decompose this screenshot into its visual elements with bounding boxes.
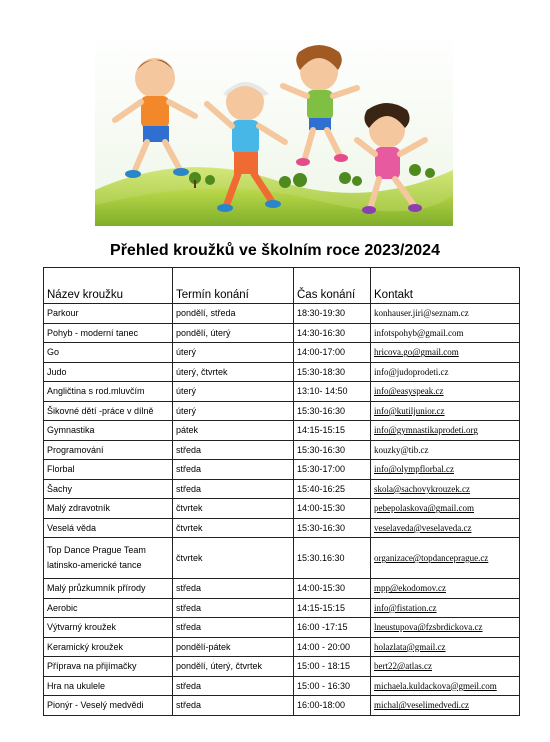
club-contact-cell[interactable]: pebepolaskova@gmail.com bbox=[371, 499, 520, 519]
club-time-cell: 16:00-18:00 bbox=[294, 696, 371, 716]
club-name-cell: Pohyb - moderní tanec bbox=[44, 323, 173, 343]
club-time-cell: 14:15-15:15 bbox=[294, 421, 371, 441]
club-name-cell: Hra na ukulele bbox=[44, 676, 173, 696]
club-time-cell: 18:30-19:30 bbox=[294, 304, 371, 324]
club-day-cell: čtvrtek bbox=[173, 499, 294, 519]
table-row bbox=[44, 323, 520, 343]
table-row bbox=[44, 421, 520, 441]
club-day-cell: čtvrtek bbox=[173, 518, 294, 538]
club-day-cell: pondělí, úterý bbox=[173, 323, 294, 343]
header-time: Čas konání bbox=[294, 268, 371, 304]
club-contact-cell[interactable]: bert22@atlas.cz bbox=[371, 657, 520, 677]
table-row bbox=[44, 382, 520, 402]
header-contact: Kontakt bbox=[371, 268, 520, 304]
club-contact-cell[interactable]: info@kutiljunior.cz bbox=[371, 401, 520, 421]
club-time-cell: 13:10- 14:50 bbox=[294, 382, 371, 402]
club-contact-cell[interactable]: holazlata@gmail.cz bbox=[371, 637, 520, 657]
club-time-cell: 15:30-17:00 bbox=[294, 460, 371, 480]
table-row bbox=[44, 696, 520, 716]
club-day-cell: pondělí, středa bbox=[173, 304, 294, 324]
club-day-cell: středa bbox=[173, 479, 294, 499]
club-day-cell: středa bbox=[173, 676, 294, 696]
table-row bbox=[44, 518, 520, 538]
club-name-cell: Příprava na přijímačky bbox=[44, 657, 173, 677]
club-day-cell: pondělí-pátek bbox=[173, 637, 294, 657]
club-name-cell: Keramický kroužek bbox=[44, 637, 173, 657]
table-row bbox=[44, 676, 520, 696]
club-day-cell: pondělí, úterý, čtvrtek bbox=[173, 657, 294, 677]
club-day-cell: středa bbox=[173, 696, 294, 716]
club-contact-cell: info@judoprodeti.cz bbox=[371, 362, 520, 382]
table-row bbox=[44, 657, 520, 677]
club-time-cell: 15:30-16:30 bbox=[294, 440, 371, 460]
club-name-cell: Florbal bbox=[44, 460, 173, 480]
club-contact-cell[interactable]: veselaveda@veselaveda.cz bbox=[371, 518, 520, 538]
club-name-cell: Angličtina s rod.mluvčím bbox=[44, 382, 173, 402]
header-day: Termín konání bbox=[173, 268, 294, 304]
table-row bbox=[44, 343, 520, 363]
club-contact-cell: kouzky@tib.cz bbox=[371, 440, 520, 460]
table-row bbox=[44, 637, 520, 657]
club-day-cell: středa bbox=[173, 598, 294, 618]
club-day-cell: středa bbox=[173, 618, 294, 638]
table-row bbox=[44, 499, 520, 519]
club-time-cell: 14:00 - 20:00 bbox=[294, 637, 371, 657]
table-row bbox=[44, 479, 520, 499]
club-day-cell: úterý, čtvrtek bbox=[173, 362, 294, 382]
club-time-cell: 15:30.16:30 bbox=[294, 538, 371, 579]
clubs-table bbox=[43, 267, 520, 716]
table-row bbox=[44, 579, 520, 599]
club-time-cell: 15:00 - 18:15 bbox=[294, 657, 371, 677]
club-time-cell: 14:00-15:30 bbox=[294, 579, 371, 599]
club-day-cell: středa bbox=[173, 579, 294, 599]
club-time-cell: 14:30-16:30 bbox=[294, 323, 371, 343]
club-contact-cell: konhauser.jiri@seznam.cz bbox=[371, 304, 520, 324]
club-contact-cell[interactable]: lneustupova@fzsbrdickova.cz bbox=[371, 618, 520, 638]
table-row bbox=[44, 304, 520, 324]
club-contact-cell[interactable]: info@fistation.cz bbox=[371, 598, 520, 618]
club-time-cell: 15:40-16:25 bbox=[294, 479, 371, 499]
club-name-cell: Malý zdravotník bbox=[44, 499, 173, 519]
club-contact-cell[interactable]: mpp@ekodomov.cz bbox=[371, 579, 520, 599]
club-name-cell: Aerobic bbox=[44, 598, 173, 618]
club-day-cell: úterý bbox=[173, 382, 294, 402]
club-time-cell: 14:15-15:15 bbox=[294, 598, 371, 618]
club-time-cell: 15:30-16:30 bbox=[294, 518, 371, 538]
table-row bbox=[44, 440, 520, 460]
club-time-cell: 14:00-15:30 bbox=[294, 499, 371, 519]
page-title: Přehled kroužků ve školním roce 2023/2024 bbox=[110, 242, 440, 259]
header-name: Název kroužku bbox=[44, 268, 173, 304]
club-name-cell: Parkour bbox=[44, 304, 173, 324]
club-contact-cell[interactable]: info@olympflorbal.cz bbox=[371, 460, 520, 480]
club-contact-cell[interactable]: hricova.go@gmail.com bbox=[371, 343, 520, 363]
club-contact-cell[interactable]: organizace@topdanceprague.cz bbox=[371, 538, 520, 579]
table-row bbox=[44, 598, 520, 618]
club-name-cell: Go bbox=[44, 343, 173, 363]
children-jumping-illustration bbox=[95, 30, 453, 226]
club-contact-cell[interactable]: michal@veselimedvedi.cz bbox=[371, 696, 520, 716]
club-name-cell: Pionýr - Veselý medvědi bbox=[44, 696, 173, 716]
table-row bbox=[44, 362, 520, 382]
table-row bbox=[44, 538, 520, 579]
table-row bbox=[44, 460, 520, 480]
club-name-cell: Gymnastika bbox=[44, 421, 173, 441]
club-contact-cell: infotspohyb@gmail.com bbox=[371, 323, 520, 343]
club-name-cell: Malý průzkumník přírody bbox=[44, 579, 173, 599]
club-time-cell: 14:00-17:00 bbox=[294, 343, 371, 363]
club-name-cell: Top Dance Prague Team latinsko-americké tance bbox=[44, 538, 173, 579]
club-contact-cell[interactable]: info@easyspeak.cz bbox=[371, 382, 520, 402]
club-name-cell: Programování bbox=[44, 440, 173, 460]
club-name-cell: Veselá věda bbox=[44, 518, 173, 538]
club-contact-cell[interactable]: michaela.kuldackova@gmeil.com bbox=[371, 676, 520, 696]
club-day-cell: úterý bbox=[173, 401, 294, 421]
club-time-cell: 16:00 -17:15 bbox=[294, 618, 371, 638]
club-time-cell: 15:30-16:30 bbox=[294, 401, 371, 421]
club-time-cell: 15:00 - 16:30 bbox=[294, 676, 371, 696]
club-name-cell: Šikovné dětí -práce v dílně bbox=[44, 401, 173, 421]
club-contact-cell[interactable]: skola@sachovykrouzek.cz bbox=[371, 479, 520, 499]
club-day-cell: pátek bbox=[173, 421, 294, 441]
club-day-cell: středa bbox=[173, 460, 294, 480]
club-name-cell: Šachy bbox=[44, 479, 173, 499]
table-row bbox=[44, 618, 520, 638]
table-row bbox=[44, 401, 520, 421]
club-day-cell: úterý bbox=[173, 343, 294, 363]
club-name-cell: Judo bbox=[44, 362, 173, 382]
table-header-row bbox=[44, 268, 520, 304]
club-day-cell: středa bbox=[173, 440, 294, 460]
club-time-cell: 15:30-18:30 bbox=[294, 362, 371, 382]
club-day-cell: čtvrtek bbox=[173, 538, 294, 579]
club-contact-cell[interactable]: info@gymnastikaprodeti.org bbox=[371, 421, 520, 441]
club-name-cell: Výtvarný kroužek bbox=[44, 618, 173, 638]
